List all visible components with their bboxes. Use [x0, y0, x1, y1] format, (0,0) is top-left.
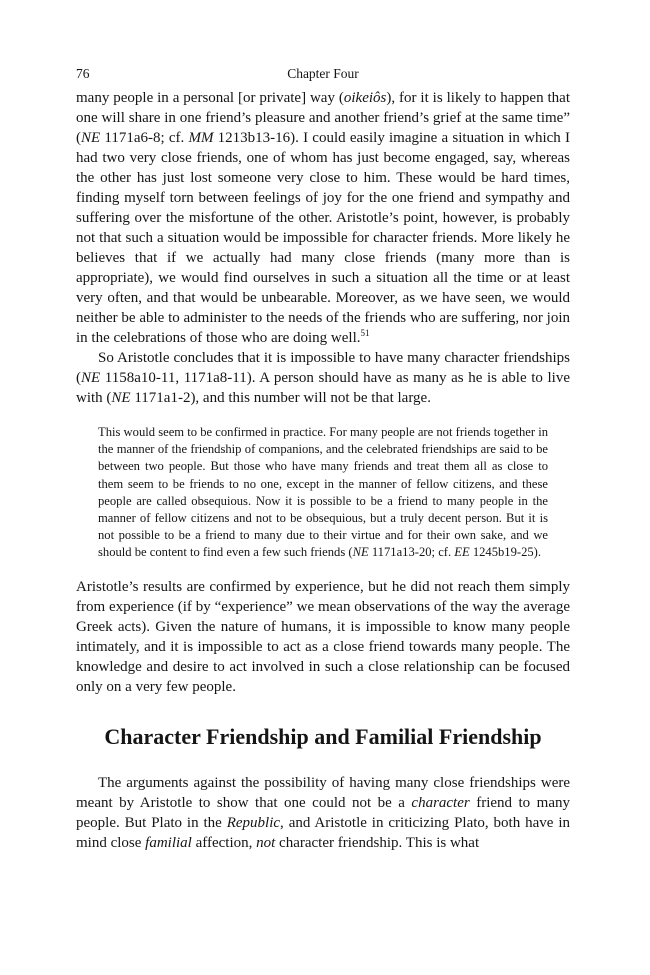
running-head: Chapter Four — [287, 66, 359, 81]
text-run: So Aristotle concludes that it is impossible to have many character friendships ( — [76, 350, 570, 386]
citation-work: NE — [111, 390, 131, 406]
emphasis: not — [256, 834, 276, 851]
footnote-marker[interactable]: 51 — [360, 328, 370, 338]
text-run: 1171a6-8; cf. — [100, 130, 189, 146]
text-run: friend to many people. But Plato in the — [76, 794, 570, 831]
page-header — [76, 66, 570, 88]
text-run: 1171a1-2), and this number will not be that large. — [130, 390, 431, 406]
text-run: , and Aristotle in criticizing Plato, both have in mind close — [76, 814, 571, 851]
citation-work: Republic — [226, 814, 281, 831]
block-quotation — [98, 424, 548, 562]
text-run: 1213b13-16). I could easily imagine a situation in which I had two very close friends, one of whom has just become engaged, say, whereas the other has just lost someone very close to him. These would be hard times, finding myself torn between feelings of joy for the one friend and sympathy and suffering over the misfortune of the other. Aristotle’s point, however, is probably not that such a situation would be impossible for character friends. More likely he believes that if we actually had many close friends (many more than is appropriate), we would find ourselves in such a situation all the time or at least very often, and that would be unbearable. Moreover, as we have seen, we would neither be able to administer to the needs of the friends who are suffering, nor join in the celebrations of those who are doing well. — [76, 130, 570, 346]
text-run: 1245b19-25). — [469, 545, 542, 560]
paragraph — [76, 348, 570, 408]
citation-work: EE — [454, 545, 470, 560]
citation-work: NE — [81, 370, 101, 386]
book-page — [76, 66, 570, 853]
section-heading: Character Friendship and Familial Friendship — [104, 723, 542, 749]
emphasis: character — [411, 794, 470, 811]
citation-work: NE — [81, 130, 101, 146]
text-run: This would seem to be confirmed in practice. For many people are not friends together in the manner of the friendship of companions, and the celebrated friendships are said to be between two people. But those who have many friends and treat them all as close to them seem to be friends to no one, except in the manner of fellow citizens, and these people are called obsequious. Now it is possible to be a friend to many people in the manner of fellow citizens and not to be obsequious, but a truly decent person. But it is not possible to be a friend to many due to their virtue and for their own sake, and we should be content to find even a few such friends ( — [98, 425, 548, 560]
paragraph: Aristotle’s results are confirmed by experience, but he did not reach them simply from experience (if by “experience” we mean observations of the way the average Greek acts). Given the nature of humans, it is impossible to know many people intimately, and it is impossible to act as a close friend towards many people. The knowledge and desire to act involved in such a close relationship can be focused only on a very few people. — [76, 578, 570, 695]
italic-term: oikeiôs — [343, 90, 387, 106]
paragraph — [76, 773, 570, 853]
paragraph-continued — [76, 88, 570, 348]
text-run: 1171a13-20; cf. — [368, 545, 455, 560]
emphasis: familial — [145, 834, 192, 851]
citation-work: NE — [352, 545, 369, 560]
text-run: The arguments against the possibility of having many close friendships were meant by Aristotle to show that one could not be a — [76, 774, 570, 811]
text-run: affection, — [191, 834, 257, 851]
text-run: character friendship. This is what — [275, 834, 480, 851]
text-run: many people in a personal [or private] way ( — [76, 90, 344, 106]
citation-work: MM — [188, 130, 214, 146]
page-number: 76 — [76, 66, 90, 81]
text-run: 1158a10-11, 1171a8-11). A person should have as many as he is able to live with ( — [76, 370, 570, 406]
text-run: ), for it is likely to happen that one will share in one friend’s pleasure and another friend’s grief at the same time” ( — [76, 90, 570, 146]
